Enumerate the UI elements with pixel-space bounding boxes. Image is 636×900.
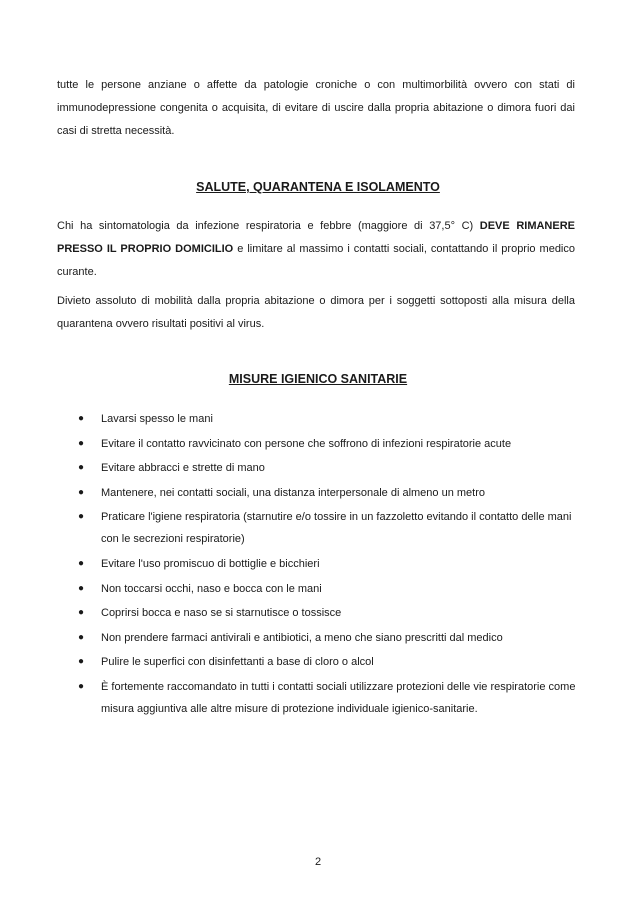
list-item-text: Praticare l'igiene respiratoria (starnutire e/o tossire in un fazzoletto evitando il contatto delle mani con le secrezioni respiratorie) [101,511,572,546]
list-item-text: Evitare il contatto ravvicinato con persone che soffrono di infezioni respiratorie acute [101,437,512,450]
list-item-text: Mantenere, nei contatti sociali, una distanza interpersonale di almeno un metro [101,486,486,499]
list-item [0,433,636,455]
list-item [0,627,636,649]
list-item [0,602,636,624]
list-item [0,553,636,575]
list-item [0,676,636,720]
list-item-text: È fortemente raccomandato in tutti i contatti sociali utilizzare protezioni delle vie respiratorie come misura aggiuntiva alle altre misure di protezione individuale igienico-sanitarie. [101,680,576,715]
quarantena-paragraph-2: Divieto assoluto di mobilità dalla propria abitazione o dimora per i soggetti sottoposti alla misura della quarantena ovvero risultati positivi al virus. [57,295,575,330]
section-heading-misure: MISURE IGIENICO SANITARIE [228,372,408,386]
bullet-icon: ● [78,656,85,668]
misure-list [0,408,636,723]
bullet-icon: ● [78,413,85,424]
bullet-icon: ● [78,437,85,449]
list-item-text: Pulire le superfici con disinfettanti a base di cloro o alcol [101,656,374,669]
bullet-icon: ● [78,462,85,474]
bullet-icon: ● [78,582,85,594]
list-item-text: Evitare l'uso promiscuo di bottiglie e bicchieri [101,557,320,570]
bullet-icon: ● [78,557,85,569]
bullet-icon: ● [78,631,85,643]
quarantena-text-b: e limitare al massimo i contatti sociali, contattando il proprio medico curante. [57,243,575,278]
list-item-text: Evitare abbracci e strette di mano [101,462,265,475]
list-item [0,482,636,504]
quarantena-text-bold: DEVE RIMANERE PRESSO IL PROPRIO DOMICILIO [57,220,575,255]
list-item [0,457,636,479]
page-number: 2 [314,856,322,868]
quarantena-paragraph-1 [57,215,575,284]
quarantena-text-a: Chi ha sintomatologia da infezione respiratoria e febbre (maggiore di 37,5° C) [57,220,480,232]
list-item-text: Non prendere farmaci antivirali e antibiotici, a meno che siano prescritti dal medico [101,631,503,644]
bullet-icon: ● [78,511,85,523]
list-item [0,506,636,550]
intro-paragraph: tutte le persone anziane o affette da patologie croniche o con multimorbilità ovvero con stati di immunodepressione congenita o acquisita, di evitare di uscire dalla propria abitazione o dimora fuori dai casi di stretta necessità. [57,79,575,137]
list-item-text: Non toccarsi occhi, naso e bocca con le mani [101,582,322,595]
bullet-icon: ● [78,607,85,619]
list-item [0,578,636,600]
list-item [0,408,636,430]
bullet-icon: ● [78,680,85,692]
section-heading-quarantena: SALUTE, QUARANTENA E ISOLAMENTO [196,180,440,194]
list-item [0,651,636,673]
list-item-text: Lavarsi spesso le mani [101,413,213,425]
list-item-text: Coprirsi bocca e naso se si starnutisce o tossisce [101,607,342,620]
bullet-icon: ● [78,486,85,498]
